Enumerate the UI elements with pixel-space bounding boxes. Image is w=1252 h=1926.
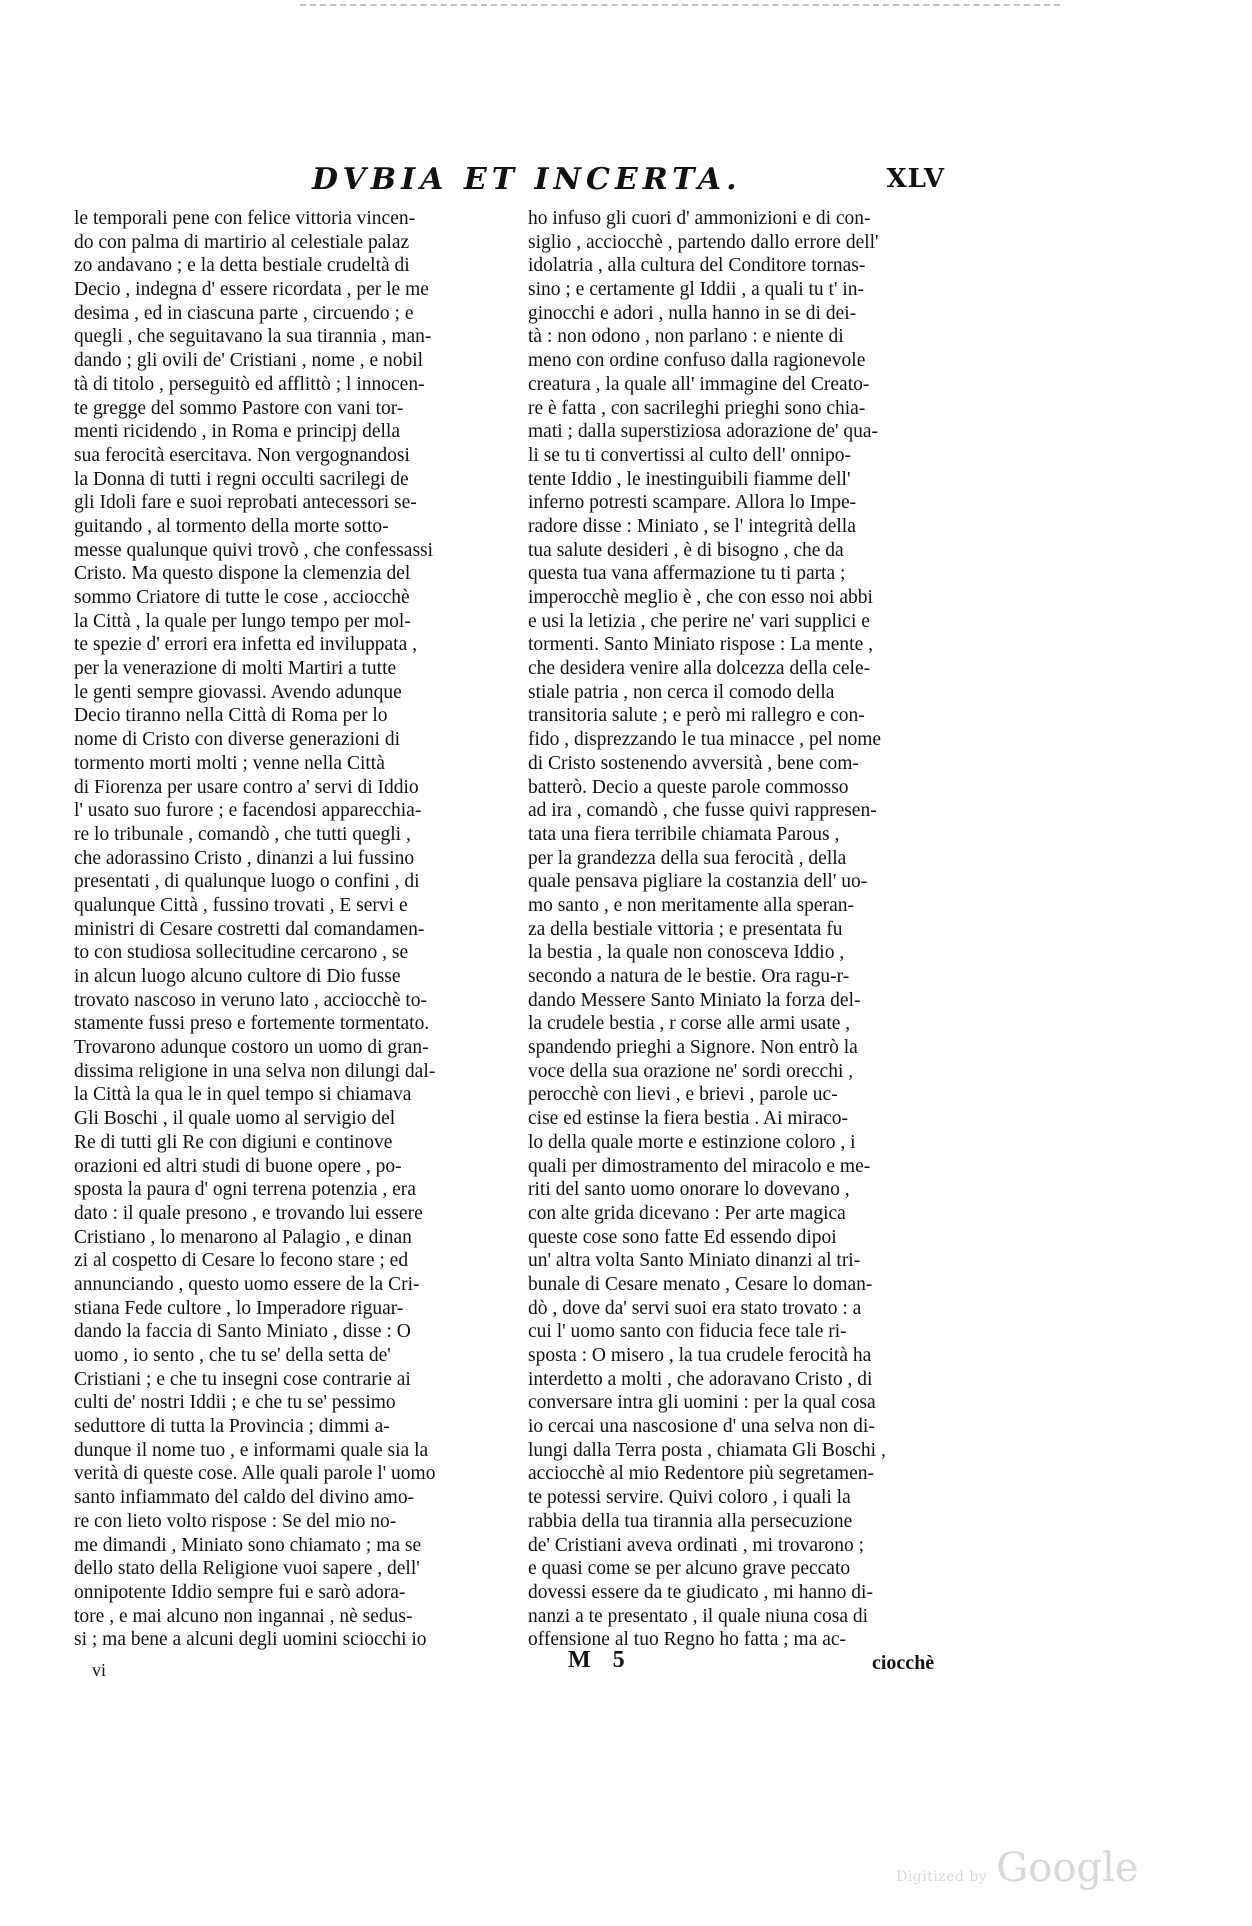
text-line: stiana Fede cultore , lo Imperadore riguar- — [74, 1297, 404, 1319]
text-line: te potessi servire. Quivi coloro , i quali la — [528, 1487, 851, 1509]
text-line: Decio tiranno nella Città di Roma per lo — [74, 705, 388, 727]
text-line: perocchè con lievi , e brievi , parole uc- — [528, 1084, 838, 1106]
text-line: le genti sempre giovassi. Avendo adunque — [74, 681, 402, 703]
text-line: presentati , di qualunque luogo o confini , di — [74, 871, 420, 893]
page-header — [300, 162, 945, 202]
text-line: voce della sua orazione ne' sordi orecchi , — [528, 1060, 854, 1082]
text-line: verità di queste cose. Alle quali parole l' uomo — [74, 1463, 436, 1485]
text-line: di Cristo sostenendo avversità , bene com- — [528, 752, 859, 774]
text-line: Cristo. Ma questo dispone la clemenzia del — [74, 563, 411, 585]
text-line: io cercai una nascosione d' una selva non di- — [528, 1416, 875, 1438]
text-line: e usi la letizia , che perire ne' vari supplici e — [528, 610, 870, 632]
text-line: si ; ma bene a alcuni degli uomini sciocchi io — [74, 1629, 427, 1651]
text-line: te gregge del sommo Pastore con vani tor- — [74, 397, 404, 419]
text-line: qualunque Città , fussino trovati , E servi e — [74, 894, 408, 916]
digitized-watermark — [896, 1845, 1138, 1891]
text-line: santo infiammato del caldo del divino amo- — [74, 1487, 415, 1509]
text-line: Re di tutti gli Re con digiuni e continove — [74, 1131, 393, 1153]
text-line: de' Cristiani aveva ordinati , mi trovarono ; — [528, 1534, 865, 1556]
text-line: offensione al tuo Regno ho fatta ; ma ac- — [528, 1629, 847, 1651]
text-line: dò , dove da' servi suoi era stato trovato : a — [528, 1297, 862, 1319]
text-line: sposta la paura d' ogni terrena potenzia , era — [74, 1179, 416, 1201]
text-line: orazioni ed altri studi di buone opere , po- — [74, 1155, 402, 1177]
text-line: meno con ordine confuso dalla ragionevole — [528, 350, 866, 372]
text-line: sposta : O misero , la tua crudele ferocità ha — [528, 1345, 872, 1366]
text-line: tormento morti molti ; venne nella Città — [74, 752, 385, 774]
text-line: la bestia , la quale non conosceva Iddio , — [528, 942, 845, 964]
text-line: trovato nascoso in veruno lato , acciocchè to- — [74, 989, 428, 1011]
text-line: bunale di Cesare menato , Cesare lo doman- — [528, 1273, 873, 1295]
text-line: e quasi come se per alcuno grave peccato — [528, 1558, 851, 1580]
text-line: Decio , indegna d' essere ricordata , per le me — [74, 279, 429, 301]
text-line: re con lieto volto rispose : Se del mio no- — [74, 1510, 397, 1532]
text-line: siglio , acciocchè , partendo dallo errore dell' — [528, 231, 879, 253]
text-line: tormenti. Santo Miniato rispose : La mente , — [528, 634, 873, 656]
text-line: za della bestiale vittoria ; e presentata fu — [528, 918, 843, 940]
text-line: tà : non odono , non parlano : e niente di — [528, 326, 844, 348]
text-line: in alcun luogo alcuno cultore di Dio fusse — [74, 966, 401, 987]
text-line: re lo tribunale , comandò , che tutti quegli , — [74, 823, 411, 845]
watermark-logo: Google — [996, 1845, 1139, 1891]
text-line: questa tua vana affermazione tu ti parta ; — [528, 563, 846, 585]
text-line: con alte grida dicevano : Per arte magica — [528, 1202, 846, 1224]
text-line: dando Messere Santo Miniato la forza del- — [528, 989, 861, 1011]
text-line: creatura , la quale all' immagine del Creato- — [528, 373, 870, 395]
text-line: mo santo , e non meritamente alla speran- — [528, 894, 854, 916]
text-line: Cristiani ; e che tu insegni cose contrarie ai — [74, 1368, 411, 1390]
text-line: dovessi essere da te giudicato , mi hanno di- — [528, 1581, 873, 1603]
text-line: quegli , che seguitavano la sua tirannia , man- — [74, 326, 432, 348]
text-line: dunque il nome tuo , e informami quale sia la — [74, 1439, 429, 1461]
left-text-column — [74, 207, 506, 1652]
text-line: riti del santo uomo onorare lo dovevano , — [528, 1179, 850, 1201]
text-line: tente Iddio , le inestinguibili fiamme dell' — [528, 468, 851, 490]
scan-edge-marks — [300, 4, 1060, 14]
text-line: inferno potresti scampare. Allora lo Impe- — [528, 492, 857, 514]
text-line: fido , disprezzando le tua minacce , pel nome — [528, 729, 882, 751]
text-line: conversare intra gli uomini : per la qual cosa — [528, 1392, 876, 1414]
text-line: seduttore di tutta la Provincia ; dimmi a- — [74, 1416, 390, 1438]
text-line: sino ; e certamente gl Iddii , a quali tu t' in- — [528, 279, 865, 301]
text-line: te spezie d' errori era infetta ed inviluppata , — [74, 634, 417, 656]
text-line: tata una fiera terribile chiamata Parous , — [528, 823, 840, 845]
text-line: sua ferocità esercitava. Non vergognandosi — [74, 444, 410, 466]
text-line: la crudele bestia , r corse alle armi usate , — [528, 1013, 851, 1035]
text-line: le temporali pene con felice vittoria vincen- — [74, 208, 416, 229]
text-line: guitando , al tormento della morte sotto- — [74, 515, 389, 537]
text-line: stiale patria , non cerca il comodo della — [528, 681, 835, 703]
text-line: tua salute desideri , è di bisogno , che da — [528, 539, 844, 561]
text-line: idolatria , alla cultura del Conditore tornas- — [528, 255, 866, 277]
text-line: li se tu ti convertissi al culto dell' onnipo- — [528, 444, 852, 466]
right-text-column — [528, 207, 960, 1652]
text-line: la Città la qua le in quel tempo si chiamava — [74, 1084, 412, 1106]
text-line: cui l' uomo santo con fiducia fece tale ri- — [528, 1321, 847, 1343]
text-line: transitoria salute ; e però mi rallegro e con- — [528, 705, 865, 727]
text-line: culti de' nostri Iddii ; e che tu se' pessimo — [74, 1392, 396, 1414]
text-line: mati ; dalla superstiziosa adorazione de' qua- — [528, 421, 879, 443]
text-line: queste cose sono fatte Ed essendo dipoi — [528, 1226, 837, 1248]
text-line: ginocchi e adori , nulla hanno in se di dei- — [528, 302, 857, 324]
text-line: lo della quale morte e estinzione coloro , i — [528, 1131, 856, 1153]
text-line: nanzi a te presentato , il quale niuna cosa di — [528, 1605, 869, 1627]
text-line: tore , e mai alcuno non ingannai , nè sedus- — [74, 1605, 413, 1627]
text-line: ho infuso gli cuori d' ammonizioni e di con- — [528, 208, 871, 229]
text-line: menti ricidendo , in Roma e principj della — [74, 421, 400, 443]
text-line: sommo Criatore di tutte le cose , acciocchè — [74, 587, 410, 608]
page-number: XLV — [886, 164, 945, 194]
text-line: che desidera venire alla dolcezza della cele- — [528, 658, 871, 680]
text-line: stamente fussi preso e fortemente tormentato. — [74, 1013, 430, 1035]
text-line: do con palma di martirio al celestiale palaz — [74, 231, 410, 253]
text-line: onnipotente Iddio sempre fui e sarò adora- — [74, 1581, 406, 1603]
text-line: annunciando , questo uomo essere de la Cri- — [74, 1273, 420, 1295]
text-line: un' altra volta Santo Miniato dinanzi al tri- — [528, 1250, 861, 1272]
text-line: dello stato della Religione vuoi sapere , dell' — [74, 1558, 420, 1580]
text-line: ad ira , comandò , che fusse quivi rappresen- — [528, 800, 877, 822]
text-line: l' usato suo furore ; e facendosi apparecchia- — [74, 800, 422, 822]
watermark-prefix: Digitized by — [896, 1869, 988, 1885]
text-line: Trovarono adunque costoro un uomo di gran- — [74, 1037, 429, 1059]
text-line: la Città , la quale per lungo tempo per mol- — [74, 610, 411, 632]
text-line: radore disse : Miniato , se l' integrità della — [528, 515, 856, 537]
text-line: quali per dimostramento del miracolo e me- — [528, 1155, 871, 1177]
text-line: che adorassino Cristo , dinanzi a lui fussino — [74, 847, 415, 869]
running-title: DVBIA ET INCERTA. — [312, 162, 742, 197]
text-line: lungi dalla Terra posta , chiamata Gli Boschi , — [528, 1439, 886, 1461]
text-line: dato : il quale presono , e trovando lui essere — [74, 1202, 423, 1224]
text-line: cise ed estinse la fiera bestia . Ai miraco- — [528, 1108, 848, 1130]
text-line: per la venerazione di molti Martiri a tutte — [74, 658, 397, 680]
text-line: di Fiorenza per usare contro a' servi di Iddio — [74, 776, 419, 798]
text-line: la Donna di tutti i regni occulti sacrilegi de — [74, 468, 409, 490]
text-line: Cristiano , lo menarono al Palagio , e dinan — [74, 1226, 412, 1248]
text-line: imperocchè meglio è , che con esso noi abbi — [528, 587, 873, 608]
text-line: messe qualunque quivi trovò , che confessassi — [74, 539, 434, 561]
text-line: zo andavano ; e la detta bestiale crudeltà di — [74, 255, 410, 277]
text-line: dando la faccia di Santo Miniato , disse : O — [74, 1321, 411, 1343]
text-line: spandendo prieghi a Signore. Non entrò la — [528, 1037, 858, 1059]
text-line: desima , ed in ciascuna parte , circuendo ; e — [74, 302, 414, 324]
text-line: per la grandezza della sua ferocità , della — [528, 847, 847, 869]
text-line: to con studiosa sollecitudine cercarono , se — [74, 942, 409, 964]
text-line: tà di titolo , perseguitò ed afflittò ; l innocen- — [74, 373, 425, 395]
signature-mark: M 5 — [568, 1647, 633, 1673]
text-line: me dimandi , Miniato sono chiamato ; ma se — [74, 1534, 422, 1556]
text-line: Gli Boschi , il quale uomo al servigio del — [74, 1108, 396, 1130]
text-line: secondo a natura de le bestie. Ora ragu-r- — [528, 966, 850, 987]
text-line: gli Idoli fare e suoi reprobati antecessori se- — [74, 492, 417, 514]
text-line: uomo , io sento , che tu se' della setta de' — [74, 1345, 391, 1366]
text-line: nome di Cristo con diverse generazioni di — [74, 729, 400, 751]
footer-left-mark: vi — [92, 1660, 107, 1680]
text-line: zi al cospetto di Cesare lo fecono stare ; ed — [74, 1250, 409, 1272]
text-line: ministri di Cesare costretti dal comandamen- — [74, 918, 425, 940]
catchword: ciocchè — [872, 1652, 935, 1674]
text-line: acciocchè al mio Redentore più segretamen- — [528, 1463, 874, 1485]
text-line: dando ; gli ovili de' Cristiani , nome , e nobil — [74, 350, 424, 372]
text-line: interdetto a molti , che adoravano Cristo , di — [528, 1368, 873, 1390]
text-line: batterò. Decio a queste parole commosso — [528, 776, 849, 798]
text-line: quale pensava pigliare la costanzia dell' uo- — [528, 871, 868, 893]
text-line: dissima religione in una selva non dilungi dal- — [74, 1060, 436, 1082]
text-line: rabbia della tua tirannia alla persecuzione — [528, 1510, 853, 1532]
text-line: re è fatta , con sacrileghi prieghi sono chia- — [528, 397, 866, 419]
